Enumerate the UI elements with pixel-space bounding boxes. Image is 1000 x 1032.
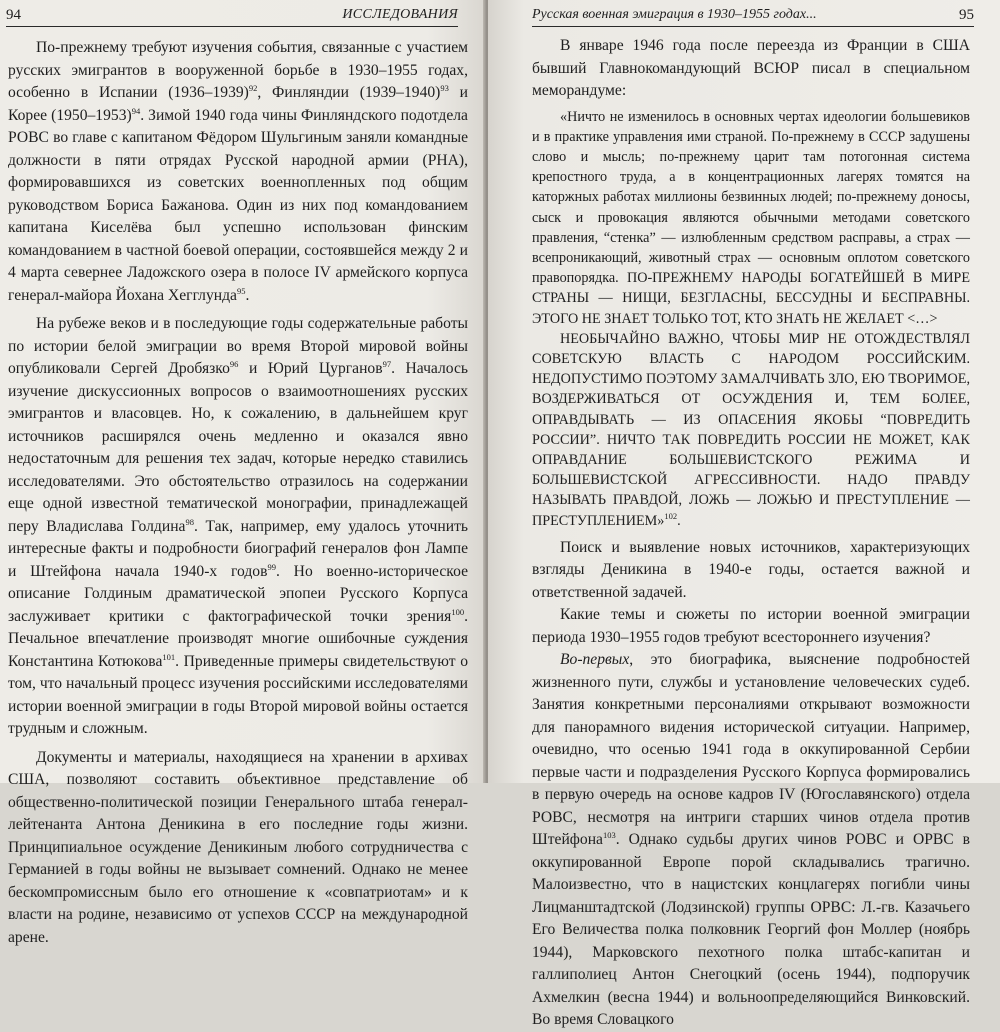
paragraph — [8, 747, 468, 950]
footnote-ref: 93 — [440, 83, 449, 93]
paragraph — [8, 37, 468, 307]
paragraph — [532, 649, 970, 1032]
footnote-ref: 100 — [451, 606, 465, 617]
right-page — [488, 0, 1000, 1029]
page-number: 94 — [6, 7, 21, 23]
text-run: . Зимой 1940 года чины Финляндского подотдела РОВС во главе с капитаном Фёдором Шульгиным заняли командные должности в пяти отрядах Русской народной армии (РНА), формировавшихся из советских военнопленных под общим руководством Бориса Бажанова. Один из них под командованием капитана Киселёва был успешно использован финским командованием в частной боевой операции, состоявшейся между 2 и 4 марта севернее Ладожского озера в полосе IV армейского корпуса генерал-майора Йохана Хегглунда — [8, 106, 468, 304]
text-run: . Началось изучение дискуссионных вопросов о взаимоотношениях русских эмигрантов и власовцев. Но, к сожалению, в дальнейшем круг источников расширялся очень медленно и оказался явно недостаточным для решения тех задач, которые нередко ставились исследователями. Это обстоятельство отразилось на содержании еще одной известной тематической монографии, принадлежащей перу Владислава Голдина — [8, 360, 468, 535]
text-run: . Но военно-историческое описание Голдиным драматической эпопеи Русского Корпуса заслуживает критики с фактографической точки зрения — [8, 562, 468, 625]
text-run: По-прежнему требуют изучения события, связанные с участием русских эмигрантов в вооруженной борьбе в 1930–1955 годах, особенно в Испании (1936–1939) — [8, 39, 468, 101]
left-page — [0, 0, 486, 946]
left-page-header — [6, 4, 458, 27]
running-head: Русская военная эмиграция в 1930–1955 годах... — [532, 7, 817, 22]
text-run: . — [245, 286, 250, 304]
footnote-ref: 92 — [248, 83, 258, 93]
text-run: и Корее (1950–1953) — [8, 84, 469, 124]
block-quote — [532, 107, 970, 329]
running-head: ИССЛЕДОВАНИЯ — [342, 7, 458, 22]
page-number: 95 — [959, 7, 974, 23]
text-run: . Однако судьбы других чинов РОВС и ОРВС в оккупированной Европе порой складывались трагично. Малоизвестно, что в нацистских концлагерях погибли чины Лицманштадтской (Лодзинской) группы ОРВС: Л.-гв. Казачьего Его Величества полка полковник Георгий фон Моллер (ноябрь 1944), Марковского пехотного полка штабс-капитан и галлиполиец Антон Снегоцкий (осень 1944), подпоручик Ахмелкин (весна 1944) и вольноопределяющийся Винковский. Во время Словацкого — [532, 831, 970, 1029]
paragraph — [532, 35, 970, 103]
text-run: . — [677, 512, 681, 529]
text-run: «Ничто не изменилось в основных чертах идеологии большевиков и в практике управления ими страной. По-прежнему в СССР задушены слово и мысль; по-прежнему царит там потогонная система крепостного труда, а в концентрационных лагерях томятся на каторжных работах миллионы безвинных людей; по-прежнему доносы, сыск и провокация являются обычными методами советского правления, “стенка” — излюбленным средством расправы, а страх — всепроникающий, животный страх — основным оплотом советского правопорядка. ПО-ПРЕЖНЕМУ НАРОДЫ БОГАТЕЙШЕЙ В МИРЕ СТРАНЫ — НИЩИ, БЕЗГЛАСНЫ, БЕССУДНЫ И БЕСПРАВНЫ. ЭТОГО НЕ ЗНАЕТ ТОЛЬКО ТОТ, КТО ЗНАТЬ НЕ ЖЕЛАЕТ <…> — [532, 108, 970, 327]
text-run: На рубеже веков и в последующие годы содержательные работы по истории белой эмиграции во время Второй мировой войны опубликовали Сергей Дробязко — [8, 315, 468, 377]
footnote-ref: 96 — [229, 359, 239, 369]
paragraph — [532, 604, 970, 649]
footnote-ref: 94 — [131, 105, 141, 116]
footnote-ref: 99 — [267, 561, 276, 572]
footnote-ref: 102 — [664, 510, 678, 521]
text-run: , это биографика, выяснение подробностей жизненного пути, службы и установление человеческих судеб. Занятия конкретными персоналиями открывают возможности для панорамного видения исторической ситуации. Например, очевидно, что осенью 1941 года в оккупированной Сербии первые части и подразделения Русского Корпуса формировались в первую очередь на основе кадров IV (Югославянского) отдела РОВС, несмотря на интриги старших чинов отдела против Штейфона — [532, 651, 970, 849]
text-run: Во-первых — [560, 651, 630, 669]
text-run: . Печальное впечатление производят многие ошибочные суждения Константина Котюкова — [8, 607, 468, 670]
text-run: . Так, например, ему удалось уточнить интересные факты и подробности биографий генералов фон Лампе и Штейфона начала 1940-х годов — [8, 517, 468, 580]
footnote-ref: 97 — [382, 359, 392, 369]
footnote-ref: 101 — [162, 651, 176, 662]
right-page-body — [532, 35, 970, 1032]
footnote-ref: 103 — [602, 830, 616, 841]
text-run: Поиск и выявление новых источников, характеризующих взгляды Деникина в 1940-е годы, остается важной и ответственной задачей. — [532, 538, 970, 601]
footnote-ref: 98 — [185, 516, 194, 527]
text-run: и Юрий Цурганов — [238, 360, 383, 377]
text-run: Какие темы и сюжеты по истории военной эмиграции периода 1930–1955 годов требуют всестороннего изучения? — [532, 606, 970, 646]
text-run: , Финляндии (1939–1940) — [257, 84, 441, 101]
text-run: . Приведенные примеры свидетельствуют о том, что начальный процесс изучения российскими исследователями истории военной эмиграции в годы Второй мировой войны остается трудным и сложным. — [8, 652, 468, 737]
left-page-body — [8, 37, 468, 949]
text-run: НЕОБЫЧАЙНО ВАЖНО, ЧТОБЫ МИР НЕ ОТОЖДЕСТВЛЯЛ СОВЕТСКУЮ ВЛАСТЬ С НАРОДОМ РОССИЙСКИМ. НЕДОПУСТИМО ПОЭТОМУ ЗАМАЛЧИВАТЬ ЗЛО, ЕЮ ТВОРИМОЕ, ВОЗДЕРЖИВАТЬСЯ ОТ ОСУЖДЕНИЯ И, ТЕМ БОЛЕЕ, ОПРАВДЫВАТЬ — ИЗ ОПАСЕНИЯ ЯКОБЫ “ПОВРЕДИТЬ РОССИИ”. НИЧТО ТАК ПОВРЕДИТЬ РОССИИ НЕ МОЖЕТ, КАК ОПРАВДАНИЕ БОЛЬШЕВИСТСКОГО РЕЖИМА И БОЛЬШЕВИСТСКОЙ АГРЕССИВНОСТИ. НАДО ПРАВДУ НАЗЫВАТЬ ПРАВДОЙ, ЛОЖЬ — ЛОЖЬЮ И ПРЕСТУПЛЕНИЕ — ПРЕСТУПЛЕНИЕМ» — [532, 330, 970, 529]
text-run: Документы и материалы, находящиеся на хранении в архивах США, позволяют составить объективное представление об общественно-политической позиции Генерального штаба генерал-лейтенанта Антона Деникина в его последние годы жизни. Принципиальное осуждение Деникиным любого сотрудничества с Германией в годы войны не вызывает сомнений. Однако не менее бескомпромиссным было его отношение к «совпатриотам» и к власти на родине, независимо от успехов СССР на международной арене. — [8, 748, 468, 946]
paragraph — [8, 313, 468, 741]
block-quote — [532, 329, 970, 531]
right-page-header — [532, 4, 974, 27]
paragraph — [532, 537, 970, 605]
footnote-ref: 95 — [236, 285, 246, 296]
text-run: В январе 1946 года после переезда из Франции в США бывший Главнокомандующий ВСЮР писал в специальном меморандуме: — [532, 37, 970, 99]
